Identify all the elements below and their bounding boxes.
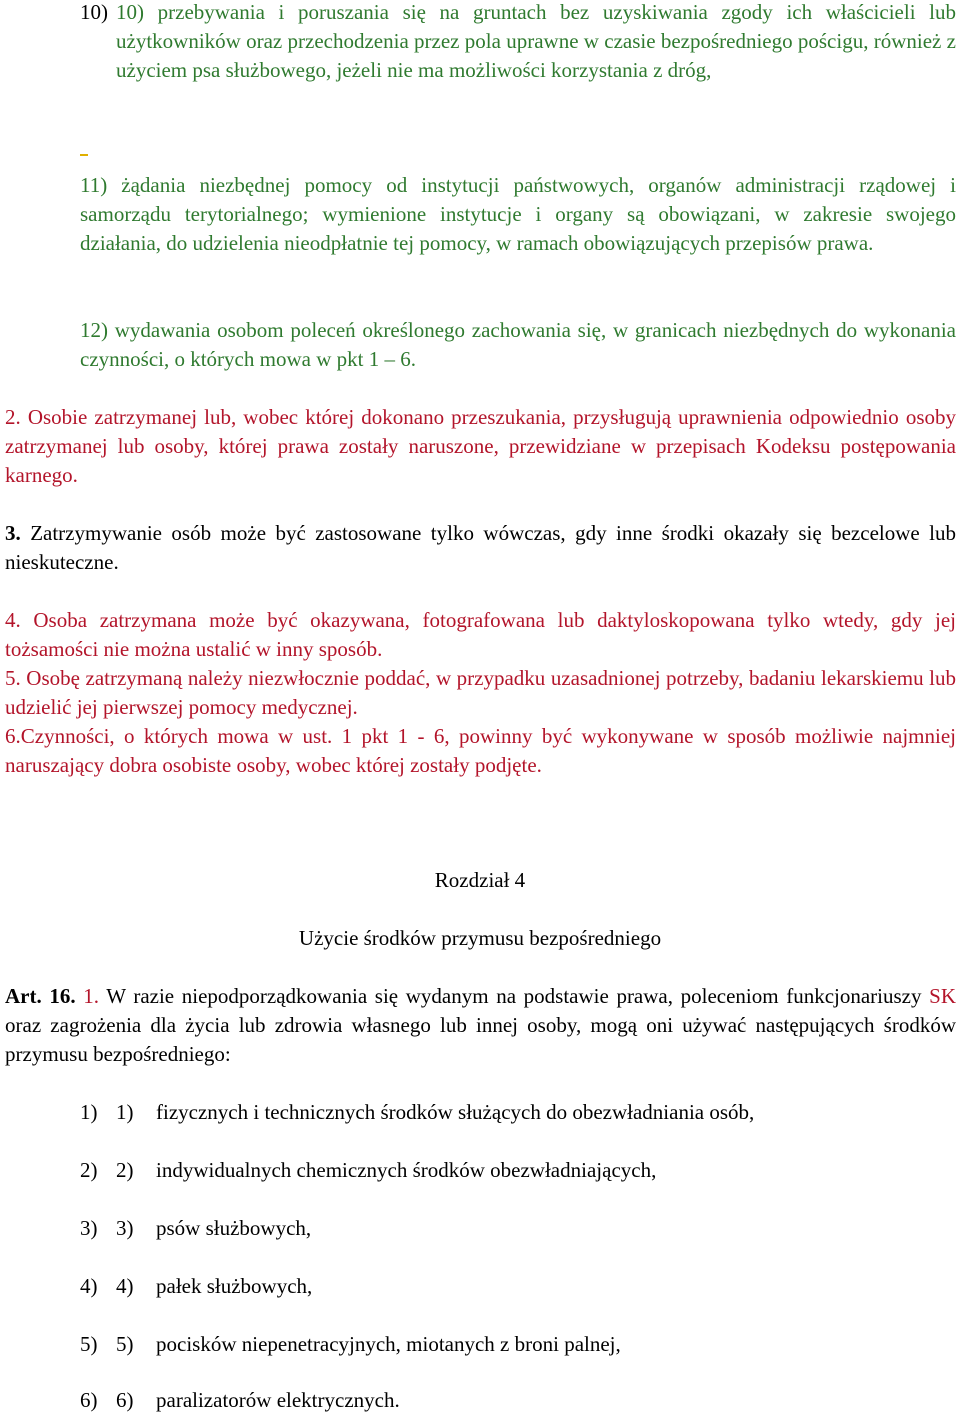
list-item-number: 1) <box>80 1100 98 1124</box>
para6-text: 6.Czynności, o których mowa w ust. 1 pkt 1 - 6, powinny być wykonywane w sposób możliwie najmniej naruszający dobra osobiste osoby, wobec której zostały podjęte. <box>5 724 956 777</box>
list-item <box>80 1156 940 1185</box>
chapter-number: Rozdział 4 <box>434 868 526 892</box>
item10-text: 10) przebywania i poruszania się na gruntach bez uzyskiwania zgody ich właścicieli lub użytkowników oraz przechodzenia przez pola uprawne w czasie bezpośredniego pościgu, również z użyciem psa służbowego, jeżeli nie ma możliwości korzystania z dróg, <box>116 0 956 82</box>
list-item-text: fizycznych i technicznych środków służących do obezwładniania osób, <box>156 1100 755 1124</box>
item10-number: 10) <box>80 0 108 24</box>
list-item-number: 5) <box>80 1332 98 1356</box>
list-item-subnumber: 3) <box>116 1216 134 1240</box>
list-item-subnumber: 6) <box>116 1388 134 1412</box>
art16-text-b: oraz zagrożenia dla życia lub zdrowia własnego lub innej osoby, mogą oni używać następujących środków przymusu bezpośredniego: <box>5 1013 956 1066</box>
chapter-title: Użycie środków przymusu bezpośredniego <box>298 926 662 950</box>
list-item <box>80 1272 940 1301</box>
list-item-text: paralizatorów elektrycznych. <box>156 1388 400 1412</box>
art16-label: Art. 16. <box>5 984 76 1008</box>
list-item <box>80 1214 940 1243</box>
art16-paragraph <box>5 982 956 1069</box>
list-item <box>80 1330 940 1359</box>
list-item-subnumber: 1) <box>116 1100 134 1124</box>
list-item-number: 2) <box>80 1158 98 1182</box>
list-item-subnumber: 5) <box>116 1332 134 1356</box>
highlight-marker <box>80 154 88 156</box>
item12-text: 12) wydawania osobom poleceń określonego zachowania się, w granicach niezbędnych do wykonania czynności, o których mowa w pkt 1 – 6. <box>80 318 956 371</box>
item11-text: 11) żądania niezbędnej pomocy od instytucji państwowych, organów administracji rządowej i samorządu terytorialnego; wymienione instytucje i organy są obowiązani, w zakresie swojego działania, do udzielenia nieodpłatnie tej pomocy, w ramach obowiązujących przepisów prawa. <box>80 173 956 255</box>
list-item-text: indywidualnych chemicznych środków obezwładniających, <box>156 1158 657 1182</box>
list-item-text: pocisków niepenetracyjnych, miotanych z broni palnej, <box>156 1332 621 1356</box>
art16-number: 1. <box>75 984 99 1008</box>
para3-text: Zatrzymywanie osób może być zastosowane tylko wówczas, gdy inne środki okazały się bezcelowe lub nieskuteczne. <box>5 521 956 574</box>
list-item-number: 4) <box>80 1274 98 1298</box>
list-item <box>80 1098 940 1127</box>
list-item-text: pałek służbowych, <box>156 1274 313 1298</box>
art16-sk: SK <box>929 984 956 1008</box>
para5-text: 5. Osobę zatrzymaną należy niezwłocznie poddać, w przypadku uzasadnionej potrzeby, badaniu lekarskiemu lub udzielić jej pierwszej pomocy medycznej. <box>5 666 956 719</box>
list-item-number: 3) <box>80 1216 98 1240</box>
list-item <box>80 1386 940 1415</box>
para3-number: 3. <box>5 521 21 545</box>
para4-text: 4. Osoba zatrzymana może być okazywana, fotografowana lub daktyloskopowana tylko wtedy, gdy jej tożsamości nie można ustalić w inny sposób. <box>5 608 956 661</box>
list-item-subnumber: 2) <box>116 1158 134 1182</box>
list-item-text: psów służbowych, <box>156 1216 312 1240</box>
art16-text-a: W razie niepodporządkowania się wydanym na podstawie prawa, poleceniom funkcjonariuszy <box>99 984 930 1008</box>
para2-text: 2. Osobie zatrzymanej lub, wobec której dokonano przeszukania, przysługują uprawnienia odpowiednio osoby zatrzymanej lub osoby, której prawa zostały naruszone, przewidziane w przepisach Kodeksu postępowania karnego. <box>5 405 956 487</box>
list-item-subnumber: 4) <box>116 1274 134 1298</box>
para3 <box>5 519 956 577</box>
list-item-number: 6) <box>80 1388 98 1412</box>
